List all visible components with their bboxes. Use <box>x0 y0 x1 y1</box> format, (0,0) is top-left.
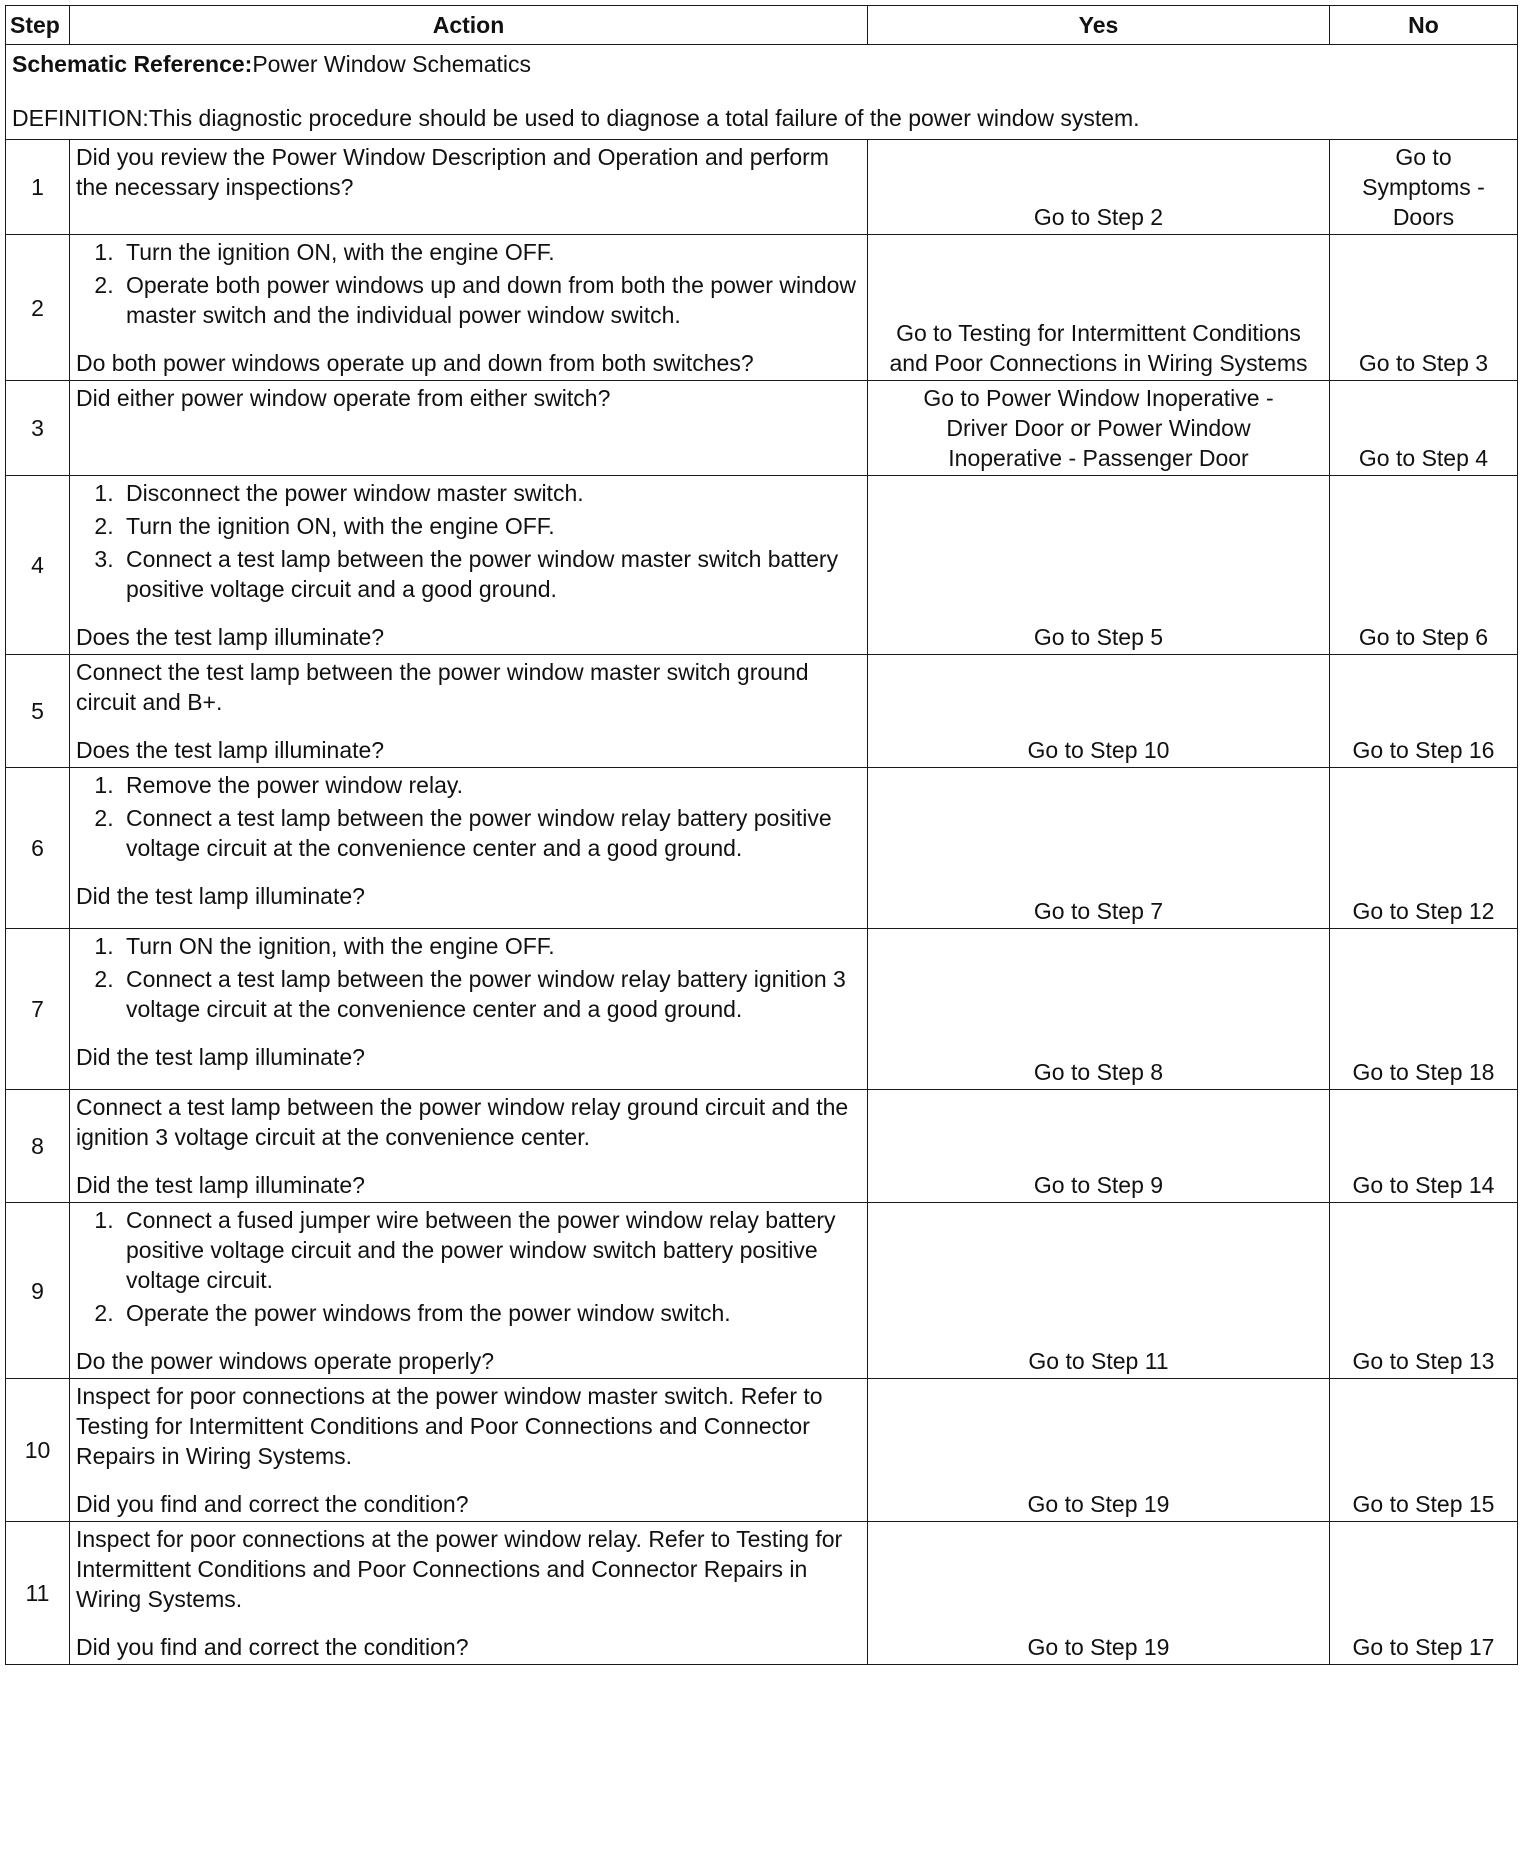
action-item: 1. Connect a fused jumper wire between the power window relay battery positive voltage circuit and the power window switch battery positive voltage circuit. <box>120 1205 861 1295</box>
action-text: Connect a test lamp between the power window relay ground circuit and the ignition 3 voltage circuit at the convenience center. <box>76 1094 849 1150</box>
step-number: 4 <box>6 476 70 655</box>
no-result: Go to Step 3 <box>1330 235 1518 381</box>
action-item: 1. Disconnect the power window master switch. <box>120 478 861 508</box>
yes-result: Go to Power Window Inoperative - Driver Door or Power Window Inoperative - Passenger Door <box>868 381 1330 476</box>
action-question: Do both power windows operate up and down from both switches? <box>76 350 754 376</box>
yes-result: Go to Step 8 <box>868 929 1330 1090</box>
header-yes: Yes <box>868 6 1330 45</box>
yes-result: Go to Step 19 <box>868 1522 1330 1665</box>
action-item: 2. Connect a test lamp between the power window relay battery positive voltage circuit at the convenience center and a good ground. <box>120 803 861 863</box>
step-number: 5 <box>6 655 70 768</box>
action-cell <box>70 1203 868 1379</box>
action-list <box>76 478 861 604</box>
schematic-value: Power Window Schematics <box>252 51 531 77</box>
schematic-label: Schematic Reference: <box>12 51 253 77</box>
definition-text: DEFINITION:This diagnostic procedure should be used to diagnose a total failure of the power window system. <box>12 105 1140 131</box>
no-result: Go to Step 12 <box>1330 768 1518 929</box>
action-list <box>76 237 861 330</box>
no-result: Go to Step 6 <box>1330 476 1518 655</box>
table-row <box>6 476 1518 655</box>
no-result: Go to Step 16 <box>1330 655 1518 768</box>
action-item: 3. Connect a test lamp between the power window master switch battery positive voltage circuit and a good ground. <box>120 544 861 604</box>
reference-cell <box>6 45 1518 140</box>
action-item: 1. Turn the ignition ON, with the engine OFF. <box>120 237 861 267</box>
action-text: Did you review the Power Window Description and Operation and perform the necessary inspections? <box>76 144 829 200</box>
action-question: Did you find and correct the condition? <box>76 1634 469 1660</box>
step-number: 7 <box>6 929 70 1090</box>
action-item: 2. Operate both power windows up and down from both the power window master switch and the individual power window switch. <box>120 270 861 330</box>
action-item: 2. Connect a test lamp between the power window relay battery ignition 3 voltage circuit at the convenience center and a good ground. <box>120 964 861 1024</box>
no-result: Go to Step 4 <box>1330 381 1518 476</box>
no-result: Go to Step 14 <box>1330 1090 1518 1203</box>
action-question: Did the test lamp illuminate? <box>76 1172 365 1198</box>
action-item: 2. Operate the power windows from the power window switch. <box>120 1298 861 1328</box>
action-cell <box>70 381 868 476</box>
reference-row <box>6 45 1518 140</box>
table-row <box>6 655 1518 768</box>
step-number: 6 <box>6 768 70 929</box>
table-row <box>6 140 1518 235</box>
no-result: Go to Symptoms - Doors <box>1330 140 1518 235</box>
action-question: Did you find and correct the condition? <box>76 1491 469 1517</box>
action-question: Does the test lamp illuminate? <box>76 624 385 650</box>
action-list <box>76 1205 861 1328</box>
step-number: 9 <box>6 1203 70 1379</box>
yes-result: Go to Step 5 <box>868 476 1330 655</box>
yes-result: Go to Step 9 <box>868 1090 1330 1203</box>
yes-result: Go to Step 19 <box>868 1379 1330 1522</box>
action-cell <box>70 1090 868 1203</box>
yes-result: Go to Step 11 <box>868 1203 1330 1379</box>
action-cell <box>70 1522 868 1665</box>
action-text: Did either power window operate from either switch? <box>76 385 611 411</box>
table-row <box>6 768 1518 929</box>
action-cell <box>70 929 868 1090</box>
action-cell <box>70 1379 868 1522</box>
action-text: Inspect for poor connections at the power window master switch. Refer to Testing for Intermittent Conditions and Poor Connections and Connector Repairs in Wiring Systems. <box>76 1383 823 1469</box>
action-cell <box>70 140 868 235</box>
action-text: Connect the test lamp between the power window master switch ground circuit and B+. <box>76 659 809 715</box>
table-row <box>6 235 1518 381</box>
action-cell <box>70 476 868 655</box>
header-no: No <box>1330 6 1518 45</box>
step-number: 2 <box>6 235 70 381</box>
header-row <box>6 6 1518 45</box>
no-result: Go to Step 13 <box>1330 1203 1518 1379</box>
yes-result: Go to Testing for Intermittent Conditions and Poor Connections in Wiring Systems <box>868 235 1330 381</box>
action-item: 1. Remove the power window relay. <box>120 770 861 800</box>
action-list <box>76 770 861 863</box>
step-number: 10 <box>6 1379 70 1522</box>
yes-result: Go to Step 7 <box>868 768 1330 929</box>
action-text: Inspect for poor connections at the power window relay. Refer to Testing for Intermittent Conditions and Poor Connections and Connector Repairs in Wiring Systems. <box>76 1526 843 1612</box>
table-row <box>6 1090 1518 1203</box>
header-action: Action <box>70 6 868 45</box>
table-row <box>6 1379 1518 1522</box>
action-question: Do the power windows operate properly? <box>76 1348 495 1374</box>
header-step: Step <box>6 6 70 45</box>
action-question: Did the test lamp illuminate? <box>76 1044 365 1070</box>
yes-result: Go to Step 2 <box>868 140 1330 235</box>
diagnostic-table <box>5 5 1518 1665</box>
table-row <box>6 1203 1518 1379</box>
table-row <box>6 929 1518 1090</box>
yes-result: Go to Step 10 <box>868 655 1330 768</box>
table-row <box>6 1522 1518 1665</box>
action-cell <box>70 235 868 381</box>
action-question: Did the test lamp illuminate? <box>76 883 365 909</box>
action-question: Does the test lamp illuminate? <box>76 737 385 763</box>
step-number: 11 <box>6 1522 70 1665</box>
step-number: 8 <box>6 1090 70 1203</box>
action-cell <box>70 655 868 768</box>
table-row <box>6 381 1518 476</box>
action-cell <box>70 768 868 929</box>
action-item: 1. Turn ON the ignition, with the engine OFF. <box>120 931 861 961</box>
step-number: 1 <box>6 140 70 235</box>
action-list <box>76 931 861 1024</box>
no-result: Go to Step 15 <box>1330 1379 1518 1522</box>
action-item: 2. Turn the ignition ON, with the engine OFF. <box>120 511 861 541</box>
no-result: Go to Step 17 <box>1330 1522 1518 1665</box>
no-result: Go to Step 18 <box>1330 929 1518 1090</box>
step-number: 3 <box>6 381 70 476</box>
